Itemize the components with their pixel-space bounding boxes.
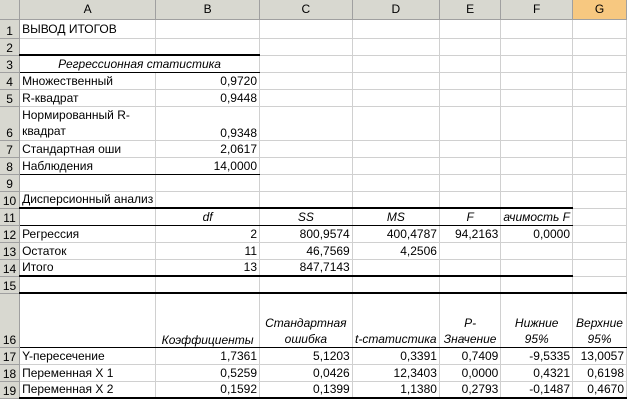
cell-a4[interactable]: Множественный xyxy=(20,72,156,89)
row-header[interactable]: 3 xyxy=(0,55,20,72)
cell-e10[interactable] xyxy=(439,191,500,208)
cell-g16[interactable]: Верхние 95% xyxy=(573,293,627,347)
cell-d18[interactable]: 12,3403 xyxy=(352,364,439,381)
cell-e15[interactable] xyxy=(439,276,500,293)
cell-d8[interactable] xyxy=(352,157,439,174)
cell-d5[interactable] xyxy=(352,89,439,106)
cell-f9[interactable] xyxy=(501,174,573,191)
cell-e5[interactable] xyxy=(439,89,500,106)
sheet-row xyxy=(0,208,627,225)
cell-a6[interactable]: Нормированный R-квадрат xyxy=(20,106,156,140)
cell-a10[interactable]: Дисперсионный анализ xyxy=(20,191,156,208)
cell-d14[interactable] xyxy=(352,259,439,276)
cell-d10[interactable] xyxy=(352,191,439,208)
sheet-row xyxy=(0,242,627,259)
cell-a1[interactable]: ВЫВОД ИТОГОВ xyxy=(20,19,156,38)
cell-a18[interactable]: Переменная X 1 xyxy=(20,364,156,381)
cell-c3[interactable] xyxy=(260,55,353,72)
cell-f6[interactable] xyxy=(501,106,573,140)
cell-b12[interactable]: 2 xyxy=(156,225,260,242)
cell-g12[interactable] xyxy=(573,225,627,242)
cell-a19[interactable]: Переменная X 2 xyxy=(20,381,156,398)
cell-f3[interactable] xyxy=(501,55,573,72)
row-header[interactable]: 15 xyxy=(0,276,20,293)
sheet-row xyxy=(0,347,627,364)
row-header[interactable]: 1 xyxy=(0,19,20,38)
cell-f1[interactable] xyxy=(501,19,573,38)
column-header-g[interactable]: G xyxy=(573,0,627,19)
cell-d11[interactable]: MS xyxy=(352,208,439,225)
row-header[interactable]: 7 xyxy=(0,140,20,157)
cell-c11[interactable]: SS xyxy=(260,208,353,225)
cell-c8[interactable] xyxy=(260,157,353,174)
cell-a3[interactable]: Регрессионная статистика xyxy=(20,55,260,72)
cell-g8[interactable] xyxy=(573,157,627,174)
row-header[interactable]: 6 xyxy=(0,106,20,140)
column-header-a[interactable]: A xyxy=(20,0,156,19)
sheet-row xyxy=(0,19,627,38)
cell-f12[interactable]: 0,0000 xyxy=(501,225,573,242)
cell-b14[interactable]: 13 xyxy=(156,259,260,276)
cell-a9[interactable] xyxy=(20,174,156,191)
row-header[interactable]: 2 xyxy=(0,38,20,55)
cell-e4[interactable] xyxy=(439,72,500,89)
row-header[interactable]: 5 xyxy=(0,89,20,106)
sheet-row xyxy=(0,225,627,242)
cell-d3[interactable] xyxy=(352,55,439,72)
cell-b16[interactable]: Коэффициенты xyxy=(156,293,260,347)
cell-d1[interactable] xyxy=(352,19,439,38)
cell-b18[interactable]: 0,5259 xyxy=(156,364,260,381)
row-header[interactable]: 19 xyxy=(0,381,20,398)
row-header[interactable]: 13 xyxy=(0,242,20,259)
cell-a2[interactable] xyxy=(20,38,156,55)
cell-a11[interactable] xyxy=(20,208,156,225)
cell-e7[interactable] xyxy=(439,140,500,157)
cell-b19[interactable]: 0,1592 xyxy=(156,381,260,398)
row-header[interactable]: 17 xyxy=(0,347,20,364)
cell-d9[interactable] xyxy=(352,174,439,191)
sheet-row xyxy=(0,276,627,293)
cell-b10[interactable] xyxy=(156,191,260,208)
sheet-row xyxy=(0,364,627,381)
cell-d17[interactable]: 0,3391 xyxy=(352,347,439,364)
cell-d16[interactable]: t-статистика xyxy=(352,293,439,347)
cell-b4[interactable]: 0,9720 xyxy=(156,72,260,89)
cell-e6[interactable] xyxy=(439,106,500,140)
cell-c17[interactable]: 5,1203 xyxy=(260,347,353,364)
cell-g19[interactable]: 0,4670 xyxy=(573,381,627,398)
row-header[interactable]: 11 xyxy=(0,208,20,225)
cell-b9[interactable] xyxy=(156,174,260,191)
cell-a16[interactable] xyxy=(20,293,156,347)
cell-e2[interactable] xyxy=(439,38,500,55)
row-header[interactable]: 4 xyxy=(0,72,20,89)
cell-f4[interactable] xyxy=(501,72,573,89)
sheet-row xyxy=(0,72,627,89)
cell-g3[interactable] xyxy=(573,55,627,72)
cell-f15[interactable] xyxy=(501,276,573,293)
sheet-row xyxy=(0,38,627,55)
cell-a13[interactable]: Остаток xyxy=(20,242,156,259)
cell-d15[interactable] xyxy=(352,276,439,293)
cell-f7[interactable] xyxy=(501,140,573,157)
row-header[interactable]: 9 xyxy=(0,174,20,191)
sheet-row xyxy=(0,157,627,174)
cell-f14[interactable] xyxy=(501,259,573,276)
sheet-row xyxy=(0,259,627,276)
cell-g17[interactable]: 13,0057 xyxy=(573,347,627,364)
cell-f5[interactable] xyxy=(501,89,573,106)
cell-d4[interactable] xyxy=(352,72,439,89)
cell-e17[interactable]: 0,7409 xyxy=(439,347,500,364)
cell-b1[interactable] xyxy=(156,19,260,38)
cell-g18[interactable]: 0,6198 xyxy=(573,364,627,381)
cell-c13[interactable]: 46,7569 xyxy=(260,242,353,259)
cell-c12[interactable]: 800,9574 xyxy=(260,225,353,242)
cell-b11[interactable]: df xyxy=(156,208,260,225)
cell-c4[interactable] xyxy=(260,72,353,89)
cell-e19[interactable]: 0,2793 xyxy=(439,381,500,398)
cell-e3[interactable] xyxy=(439,55,500,72)
cell-c15[interactable] xyxy=(260,276,353,293)
sheet-row xyxy=(0,191,627,208)
cell-a17[interactable]: Y-пересечение xyxy=(20,347,156,364)
row-header[interactable]: 12 xyxy=(0,225,20,242)
sheet-row xyxy=(0,174,627,191)
sheet-row xyxy=(0,140,627,157)
column-header-b[interactable]: B xyxy=(156,0,260,19)
cell-f17[interactable]: -9,5335 xyxy=(501,347,573,364)
column-header-d[interactable]: D xyxy=(352,0,439,19)
sheet-row xyxy=(0,106,627,140)
cell-e13[interactable] xyxy=(439,242,500,259)
cell-c14[interactable]: 847,7143 xyxy=(260,259,353,276)
cell-d6[interactable] xyxy=(352,106,439,140)
cell-g10[interactable] xyxy=(573,191,627,208)
cell-a7[interactable]: Стандартная оши xyxy=(20,140,156,157)
cell-c16[interactable]: Стандартная ошибка xyxy=(260,293,353,347)
cell-e9[interactable] xyxy=(439,174,500,191)
cell-c7[interactable] xyxy=(260,140,353,157)
cell-c10[interactable] xyxy=(260,191,353,208)
cell-b2[interactable] xyxy=(156,38,260,55)
cell-a14[interactable]: Итого xyxy=(20,259,156,276)
cell-a12[interactable]: Регрессия xyxy=(20,225,156,242)
cell-g13[interactable] xyxy=(573,242,627,259)
cell-f19[interactable]: -0,1487 xyxy=(501,381,573,398)
cell-e12[interactable]: 94,2163 xyxy=(439,225,500,242)
cell-c2[interactable] xyxy=(260,38,353,55)
cell-c6[interactable] xyxy=(260,106,353,140)
cell-f2[interactable] xyxy=(501,38,573,55)
cell-a8[interactable]: Наблюдения xyxy=(20,157,156,174)
column-header-e[interactable]: E xyxy=(439,0,500,19)
cell-e11[interactable]: F xyxy=(439,208,500,225)
cell-b7[interactable]: 2,0617 xyxy=(156,140,260,157)
cell-c5[interactable] xyxy=(260,89,353,106)
cell-b17[interactable]: 1,7361 xyxy=(156,347,260,364)
cell-f13[interactable] xyxy=(501,242,573,259)
cell-g9[interactable] xyxy=(573,174,627,191)
cell-e14[interactable] xyxy=(439,259,500,276)
cell-d12[interactable]: 400,4787 xyxy=(352,225,439,242)
cell-b6[interactable]: 0,9348 xyxy=(156,106,260,140)
cell-f8[interactable] xyxy=(501,157,573,174)
cell-b5[interactable]: 0,9448 xyxy=(156,89,260,106)
cell-e1[interactable] xyxy=(439,19,500,38)
cell-f11[interactable]: ачимость F xyxy=(501,208,573,225)
cell-g15[interactable] xyxy=(573,276,627,293)
sheet-row xyxy=(0,89,627,106)
cell-d7[interactable] xyxy=(352,140,439,157)
sheet-row xyxy=(0,381,627,398)
cell-d2[interactable] xyxy=(352,38,439,55)
row-header[interactable]: 16 xyxy=(0,293,20,347)
column-header-f[interactable]: F xyxy=(501,0,573,19)
cell-e18[interactable]: 0,0000 xyxy=(439,364,500,381)
cell-c9[interactable] xyxy=(260,174,353,191)
cell-c19[interactable]: 0,1399 xyxy=(260,381,353,398)
cell-b15[interactable] xyxy=(156,276,260,293)
cell-g2[interactable] xyxy=(573,38,627,55)
row-header[interactable]: 18 xyxy=(0,364,20,381)
cell-g7[interactable] xyxy=(573,140,627,157)
cell-a5[interactable]: R-квадрат xyxy=(20,89,156,106)
cell-f10[interactable] xyxy=(501,191,573,208)
cell-d13[interactable]: 4,2506 xyxy=(352,242,439,259)
row-header[interactable]: 14 xyxy=(0,259,20,276)
cell-a15[interactable] xyxy=(20,276,156,293)
cell-b13[interactable]: 11 xyxy=(156,242,260,259)
cell-g4[interactable] xyxy=(573,72,627,89)
cell-f16[interactable]: Нижние 95% xyxy=(501,293,573,347)
cell-c18[interactable]: 0,0426 xyxy=(260,364,353,381)
cell-g6[interactable] xyxy=(573,106,627,140)
select-all-corner[interactable] xyxy=(0,0,20,19)
row-header[interactable]: 8 xyxy=(0,157,20,174)
cell-g5[interactable] xyxy=(573,89,627,106)
cell-f18[interactable]: 0,4321 xyxy=(501,364,573,381)
cell-g14[interactable] xyxy=(573,259,627,276)
cell-d19[interactable]: 1,1380 xyxy=(352,381,439,398)
sheet-row xyxy=(0,293,627,347)
cell-e8[interactable] xyxy=(439,157,500,174)
cell-e16[interactable]: P-Значение xyxy=(439,293,500,347)
sheet-row xyxy=(0,55,627,72)
cell-g1[interactable] xyxy=(573,19,627,38)
column-header-c[interactable]: C xyxy=(260,0,353,19)
cell-c1[interactable] xyxy=(260,19,353,38)
row-header[interactable]: 10 xyxy=(0,191,20,208)
cell-g11[interactable] xyxy=(573,208,627,225)
cell-b8[interactable]: 14,0000 xyxy=(156,157,260,174)
